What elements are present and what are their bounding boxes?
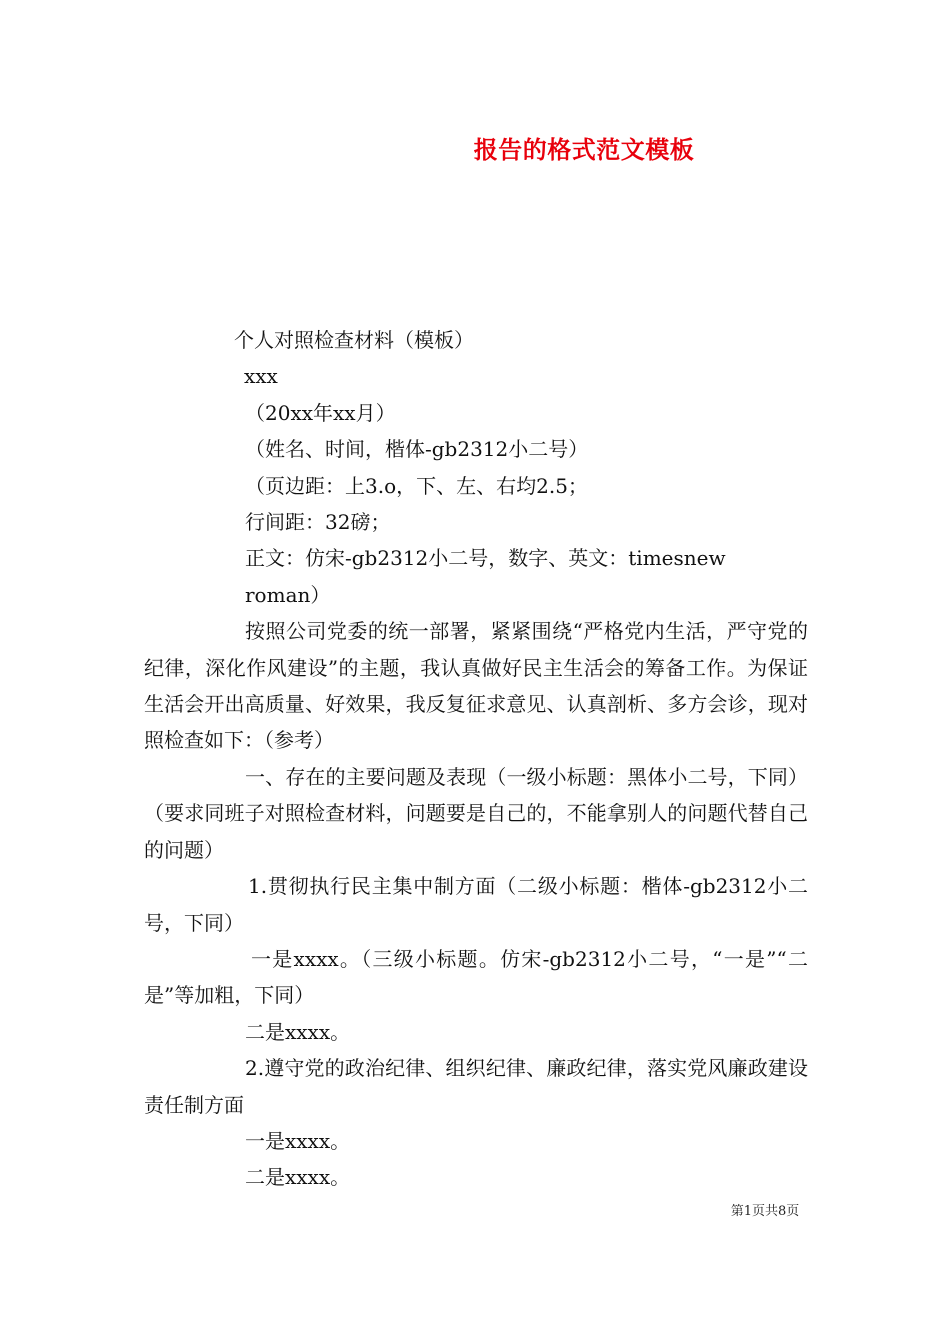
item-1-2: 二是xxxx。 [245,1019,351,1044]
format-note-margin: （页边距：上3.o，下、左、右均2.5； [245,473,588,498]
material-heading: 个人对照检查材料（模板） [234,328,474,352]
format-note-font-cont: roman） [245,582,331,607]
section-heading-1: 一、存在的主要问题及表现（一级小标题：黑体小二号，下同）（要求同班子对照检查材料，问题要是自己的，不能拿别人的问题代替自己的问题） [144,764,808,862]
date-line: （20xx年xx月） [245,400,396,425]
item-1-1: 一是xxxx。（三级小标题。仿宋-gb2312小二号，“一是”“二是”等加粗，下同） [144,946,808,1008]
document-body [144,322,808,1196]
item-2-2: 二是xxxx。 [245,1165,351,1190]
format-note-name: （姓名、时间，楷体-gb2312小二号） [245,437,589,462]
document-title: 报告的格式范文模板 [473,135,695,164]
intro-paragraph: 按照公司党委的统一部署，紧紧围绕“严格党内生活，严守党的纪律，深化作风建设”的主题，我认真做好民主生活会的筹备工作。为保证生活会开出高质量、好效果，我反复征求意见、认真剖析、多方会诊，现对照检查如下：（参考） [144,619,808,753]
format-note-font: 正文：仿宋-gb2312小二号，数字、英文：timesnew [245,546,726,571]
format-note-spacing: 行间距：32磅； [245,510,391,535]
author-name: xxx [244,364,278,389]
subsection-heading-2: 2.遵守党的政治纪律、组织纪律、廉政纪律，落实党风廉政建设责任制方面 [144,1056,808,1117]
subsection-heading-1: 1.贯彻执行民主集中制方面（二级小标题：楷体-gb2312小二号，下同） [144,874,808,935]
page-number: 第1页共8页 [730,1204,800,1219]
item-2-1: 一是xxxx。 [245,1128,351,1153]
